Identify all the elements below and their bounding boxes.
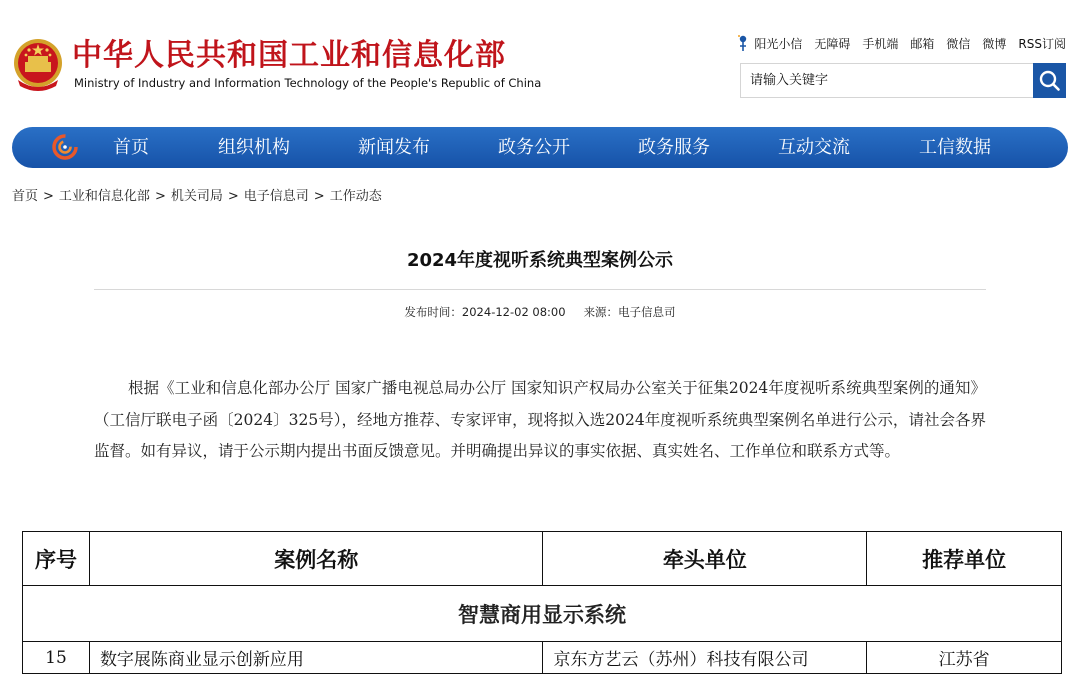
breadcrumb-item[interactable]: 电子信息司	[243, 189, 309, 204]
top-links	[736, 34, 1066, 52]
breadcrumb-separator: >	[227, 189, 239, 204]
search-button[interactable]	[1033, 63, 1066, 98]
breadcrumb	[12, 185, 382, 204]
ministry-logo-icon[interactable]	[52, 134, 78, 160]
title-divider	[94, 289, 986, 290]
table-row	[23, 642, 1062, 674]
search-input[interactable]	[741, 64, 1033, 97]
breadcrumb-separator: >	[313, 189, 325, 204]
publish-label: 发布时间：	[404, 305, 462, 319]
search-icon	[1033, 63, 1066, 98]
top-link-weibo[interactable]: 微博	[982, 36, 1007, 51]
case-table	[22, 531, 1062, 674]
nav-item-government-affairs[interactable]: 政务公开	[498, 137, 570, 158]
nav-item-data[interactable]: 工信数据	[919, 137, 991, 158]
source-label: 来源：	[583, 305, 619, 319]
article-body: 根据《工业和信息化部办公厅 国家广播电视总局办公厅 国家知识产权局办公室关于征集2024年度视听系统典型案例的通知》（工信厅联电子函〔2024〕325号），经地方推荐、专家评审，现将拟入选2024年度视听系统典型案例名单进行公示，请社会各界监督。如有异议，请于公示期内提出书面反馈意见。并明确提出异议的事实依据、真实姓名、工作单位和联系方式等。	[94, 379, 986, 460]
header-lead-unit: 牵头单位	[543, 532, 867, 586]
nav-item-news[interactable]: 新闻发布	[358, 137, 430, 158]
nav-item-interaction[interactable]: 互动交流	[778, 137, 850, 158]
search-box	[740, 63, 1066, 98]
national-emblem-icon[interactable]	[12, 38, 64, 92]
site-subtitle: Ministry of Industry and Information Technology of the People's Republic of China	[74, 76, 542, 90]
breadcrumb-separator: >	[154, 189, 166, 204]
cell-case-name: 数字展陈商业显示创新应用	[89, 642, 543, 674]
top-link-rss[interactable]: RSS订阅	[1018, 36, 1066, 51]
publish-time: 2024-12-02 08:00	[461, 305, 566, 319]
header-no: 序号	[23, 532, 90, 586]
sun-icon	[736, 34, 750, 52]
breadcrumb-item[interactable]: 工业和信息化部	[58, 189, 150, 204]
top-link-wechat[interactable]: 微信	[946, 36, 971, 51]
nav-item-services[interactable]: 政务服务	[638, 137, 710, 158]
breadcrumb-item[interactable]: 首页	[12, 189, 39, 204]
top-link-accessibility[interactable]: 无障碍	[814, 36, 851, 51]
source-value: 电子信息司	[618, 305, 676, 319]
header-recommender: 推荐单位	[867, 532, 1062, 586]
article-title: 2024年度视听系统典型案例公示	[406, 250, 674, 271]
site-title[interactable]: 中华人民共和国工业和信息化部	[72, 38, 506, 73]
table-header-row	[23, 532, 1062, 586]
breadcrumb-item[interactable]: 机关司局	[170, 189, 223, 204]
top-link-label: 阳光小信	[754, 36, 803, 51]
cell-recommender: 江苏省	[867, 642, 1062, 674]
category-label: 智慧商用显示系统	[23, 586, 1062, 642]
category-row	[23, 586, 1062, 642]
nav-item-home[interactable]: 首页	[113, 137, 149, 158]
main-nav	[12, 127, 1068, 168]
breadcrumb-item[interactable]: 工作动态	[329, 189, 382, 204]
top-link-sunshine[interactable]	[736, 34, 802, 52]
cell-lead-unit: 京东方艺云（苏州）科技有限公司	[543, 642, 867, 674]
header-case-name: 案例名称	[89, 532, 543, 586]
breadcrumb-separator: >	[43, 189, 54, 204]
nav-item-organization[interactable]: 组织机构	[218, 137, 290, 158]
article-meta	[0, 304, 1080, 320]
top-link-mobile[interactable]: 手机端	[862, 36, 899, 51]
cell-no: 15	[23, 642, 90, 674]
top-link-mail[interactable]: 邮箱	[910, 36, 935, 51]
